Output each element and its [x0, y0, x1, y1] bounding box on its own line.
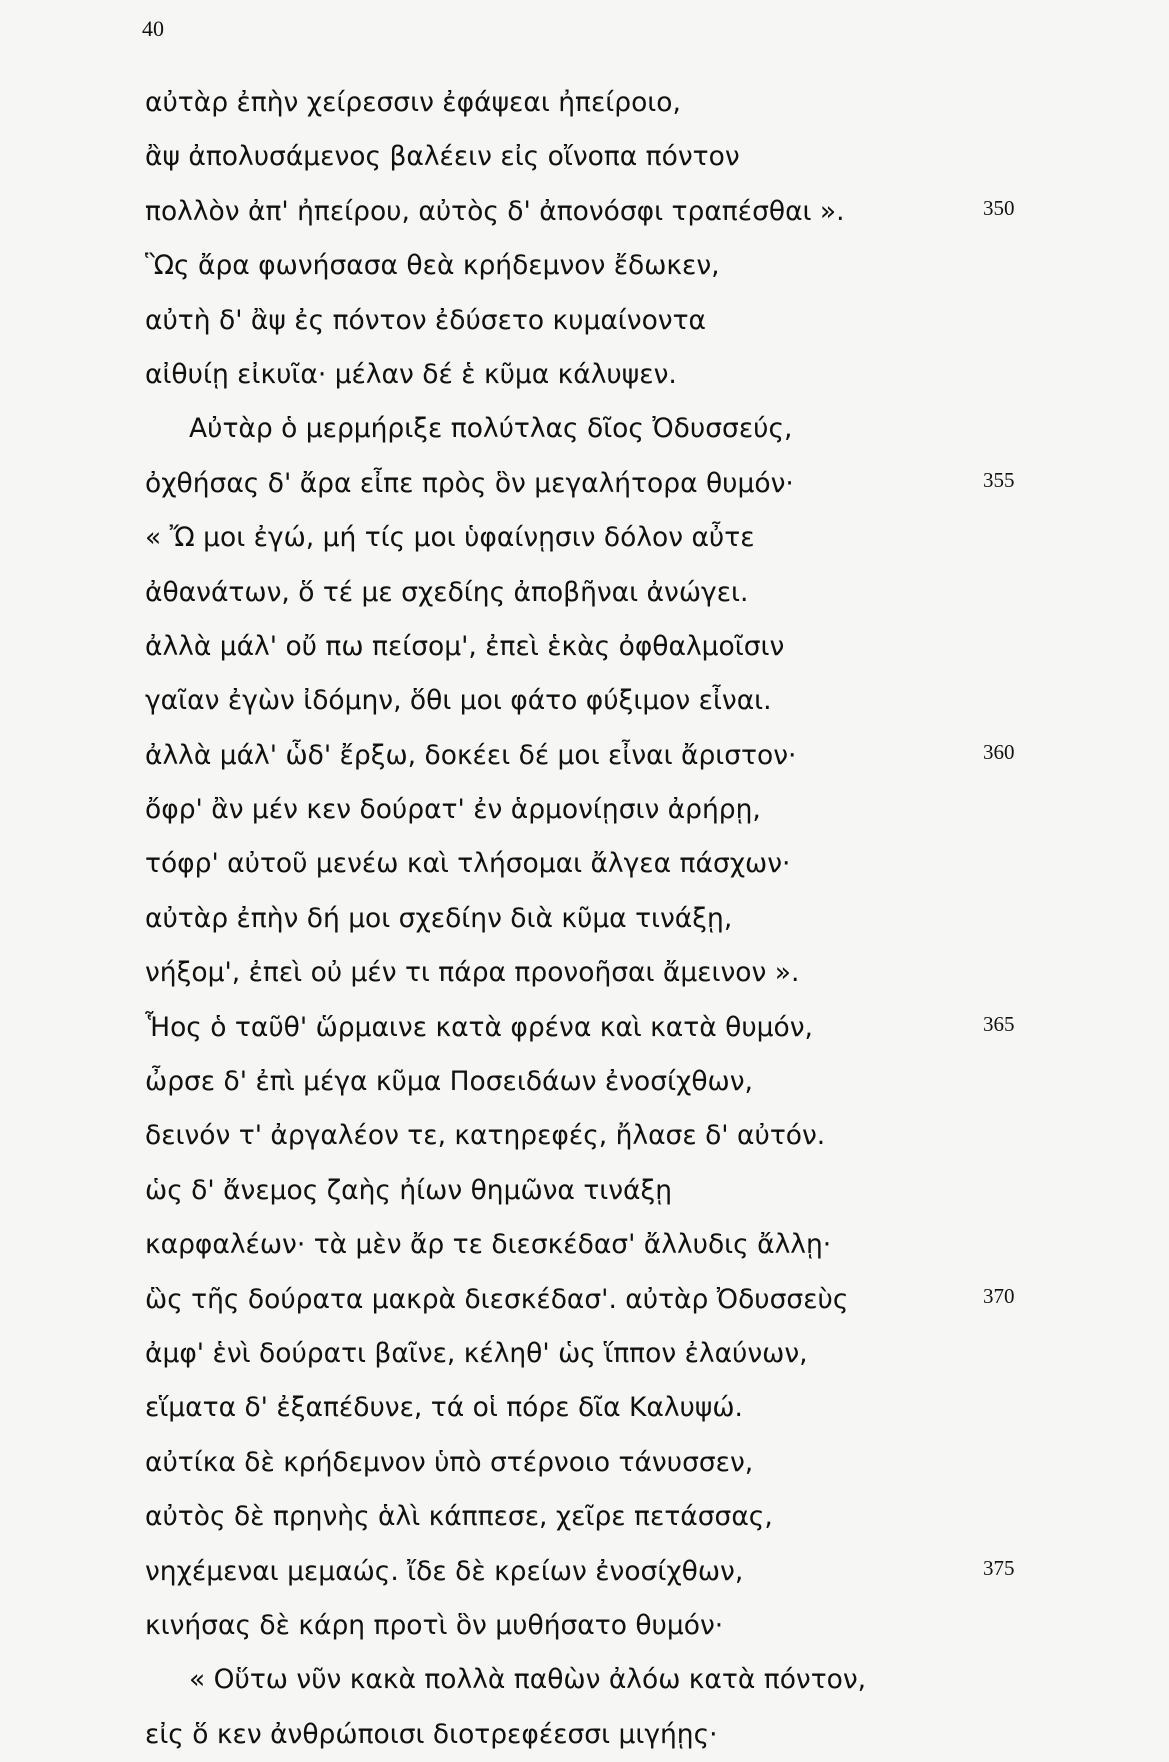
verse-text: ἀμφ' ἑνὶ δούρατι βαῖνε, κέληθ' ὡς ἵππον ἐλαύνων,	[145, 1337, 808, 1369]
verse-text: ὦρσε δ' ἐπὶ μέγα κῦμα Ποσειδάων ἐνοσίχθων,	[145, 1066, 753, 1098]
verse-text: « Οὕτω νῦν κακὰ πολλὰ παθὼν ἀλόω κατὰ πόντον,	[189, 1664, 867, 1696]
line-number: 370	[983, 1283, 1015, 1308]
verse-text: Ὣς ἄρα φωνήσασα θεὰ κρήδεμνον ἔδωκεν,	[145, 250, 720, 282]
page-number: 40	[142, 16, 164, 41]
verse-line	[145, 1218, 1135, 1272]
verse-text: ἀθανάτων, ὅ τέ με σχεδίης ἀποβῆναι ἀνώγει.	[145, 576, 749, 608]
verse-line	[145, 1381, 1135, 1435]
verse-text: αὐτὰρ ἐπὴν χείρεσσιν ἐφάψεαι ἠπείροιο,	[145, 87, 681, 118]
verse-line	[145, 1327, 1135, 1381]
verse-text: πολλὸν ἀπ' ἠπείρου, αὐτὸς δ' ἀπονόσφι τραπέσθαι ».	[145, 195, 845, 227]
verse-line	[145, 185, 1135, 239]
verse-text: εἵματα δ' ἐξαπέδυνε, τά οἱ πόρε δῖα Καλυψώ.	[145, 1392, 743, 1424]
verse-text: αἰθυίῃ εἰκυῖα· μέλαν δέ ἑ κῦμα κάλυψεν.	[145, 358, 677, 390]
verse-line	[145, 1708, 1135, 1762]
verse-text: νήξομ', ἐπεὶ οὐ μέν τι πάρα προνοῆσαι ἄμεινον ».	[145, 957, 800, 989]
verse-line	[145, 1109, 1135, 1163]
verse-text: εἰς ὅ κεν ἀνθρώποισι διοτρεφέεσσι μιγήῃς·	[145, 1718, 718, 1750]
verse-text: Ἧος ὁ ταῦθ' ὥρμαινε κατὰ φρένα καὶ κατὰ θυμόν,	[145, 1011, 813, 1043]
verse-text: Αὐτὰρ ὁ μερμήριξε πολύτλας δῖος Ὀδυσσεύς,	[189, 413, 793, 445]
verse-line	[145, 348, 1135, 402]
verse-line	[145, 946, 1135, 1000]
verse-text: ἂψ ἀπολυσάμενος βαλέειν εἰς οἴνοπα πόντον	[145, 141, 740, 173]
line-number: 350	[983, 195, 1015, 220]
verse-text: αὐτίκα δὲ κρήδεμνον ὑπὸ στέρνοιο τάνυσσεν,	[145, 1446, 754, 1478]
verse-line	[145, 239, 1135, 293]
verse-line	[145, 1055, 1135, 1109]
verse-line	[145, 729, 1135, 783]
verse-line	[145, 294, 1135, 348]
verse-line	[145, 892, 1135, 946]
verse-line	[145, 457, 1135, 511]
verse-line	[145, 511, 1135, 565]
verse-line	[145, 837, 1135, 891]
verse-text: αὐτὴ δ' ἂψ ἐς πόντον ἐδύσετο κυμαίνοντα	[145, 304, 707, 336]
verse-line	[145, 674, 1135, 728]
verse-text: ὣς τῆς δούρατα μακρὰ διεσκέδασ'. αὐτὰρ Ὀδυσσεὺς	[145, 1283, 849, 1315]
verse-text: ὄφρ' ἂν μέν κεν δούρατ' ἐν ἁρμονίῃσιν ἀρήρῃ,	[145, 794, 761, 826]
verse-text: « Ὤ μοι ἐγώ, μή τίς μοι ὑφαίνῃσιν δόλον αὖτε	[145, 522, 755, 554]
verse-line	[145, 402, 1135, 456]
verse-text: ὡς δ' ἄνεμος ζαὴς ἠίων θημῶνα τινάξῃ	[145, 1174, 673, 1206]
verse-line	[145, 130, 1135, 184]
verse-line	[145, 1545, 1135, 1599]
verse-text: ὀχθήσας δ' ἄρα εἶπε πρὸς ὃν μεγαλήτορα θυμόν·	[145, 467, 794, 499]
verse-line	[145, 620, 1135, 674]
verse-text: αὐτὸς δὲ πρηνὴς ἁλὶ κάππεσε, χεῖρε πετάσσας,	[145, 1501, 773, 1533]
line-number: 355	[983, 467, 1015, 492]
verse-line	[145, 783, 1135, 837]
verse-line	[145, 1436, 1135, 1490]
verse-line	[145, 1001, 1135, 1055]
verse-text: ἀλλὰ μάλ' ὧδ' ἔρξω, δοκέει δέ μοι εἶναι ἄριστον·	[145, 739, 797, 771]
verse-line	[145, 1273, 1135, 1327]
verse-line	[145, 1490, 1135, 1544]
line-number: 365	[983, 1011, 1015, 1036]
line-number: 375	[983, 1555, 1015, 1580]
verse-block	[145, 76, 1135, 1762]
verse-line	[145, 1653, 1135, 1707]
verse-text: ἀλλὰ μάλ' οὔ πω πείσομ', ἐπεὶ ἑκὰς ὀφθαλμοῖσιν	[145, 630, 785, 662]
verse-text: τόφρ' αὐτοῦ μενέω καὶ τλήσομαι ἄλγεα πάσχων·	[145, 848, 791, 880]
verse-text: αὐτὰρ ἐπὴν δή μοι σχεδίην διὰ κῦμα τινάξῃ,	[145, 902, 733, 934]
verse-line	[145, 76, 1135, 130]
verse-text: γαῖαν ἐγὼν ἰδόμην, ὅθι μοι φάτο φύξιμον εἶναι.	[145, 685, 772, 717]
verse-line	[145, 1164, 1135, 1218]
verse-text: νηχέμεναι μεμαώς. ἴδε δὲ κρείων ἐνοσίχθων,	[145, 1555, 744, 1587]
verse-text: δεινόν τ' ἀργαλέον τε, κατηρεφές, ἤλασε δ' αὐτόν.	[145, 1120, 826, 1152]
verse-text: καρφαλέων· τὰ μὲν ἄρ τε διεσκέδασ' ἄλλυδις ἄλλῃ·	[145, 1229, 832, 1261]
verse-line	[145, 566, 1135, 620]
verse-text: κινήσας δὲ κάρη προτὶ ὃν μυθήσατο θυμόν·	[145, 1609, 724, 1641]
line-number: 360	[983, 739, 1015, 764]
verse-line	[145, 1599, 1135, 1653]
